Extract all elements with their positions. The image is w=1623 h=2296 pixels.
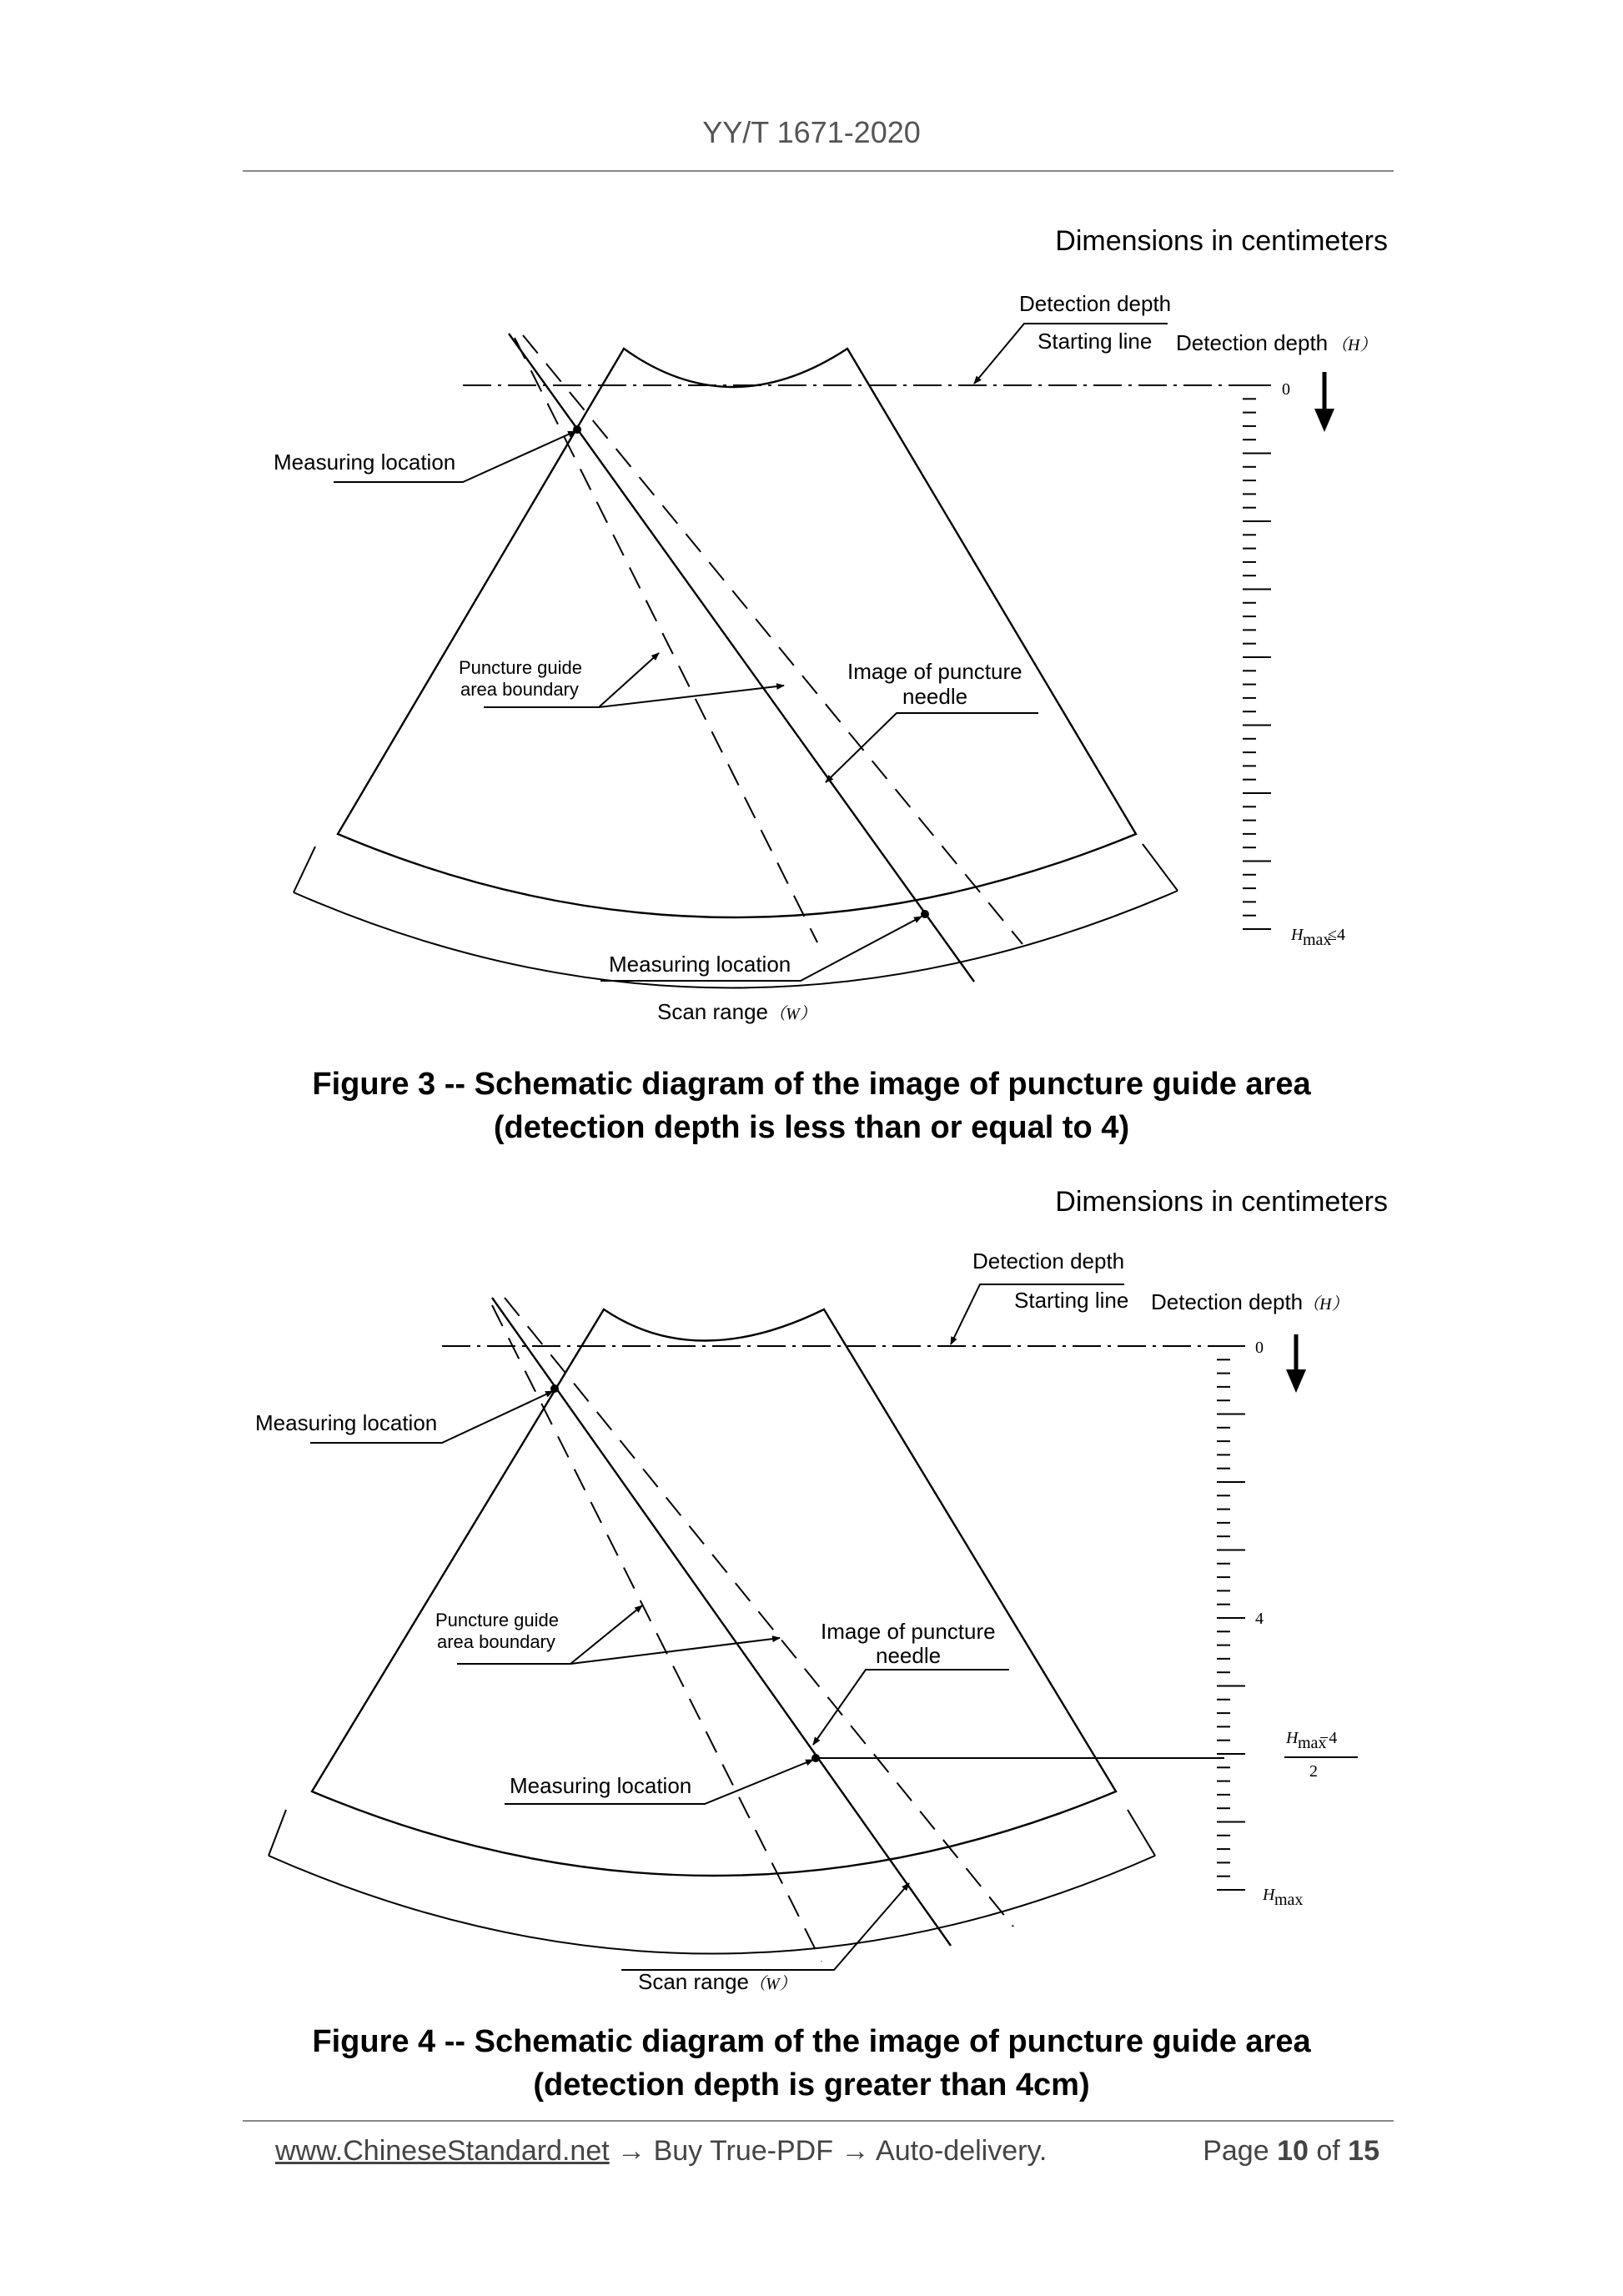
- fig4-label-detection-depth: Detection depth: [972, 1248, 1125, 1274]
- footer-arrow-icon: →: [841, 2135, 870, 2167]
- figure4-diagram: [0, 1218, 1623, 2052]
- fig4-label-puncture-guide-1: Puncture guide: [435, 1610, 559, 1630]
- document-header-title: YY/T 1671-2020: [702, 115, 921, 149]
- fig4-label-image-needle-2: needle: [876, 1643, 942, 1668]
- footer-delivery: Auto-delivery.: [876, 2135, 1048, 2167]
- figure4-caption-line1: Figure 4 -- Schematic diagram of the image of puncture guide area: [312, 2024, 1311, 2059]
- figure3-caption: [0, 1063, 1623, 1149]
- fig4-label-scan-range: Scan range: [638, 1969, 749, 1994]
- figure3-dimensions-note: Dimensions in centimeters: [1055, 225, 1388, 257]
- page-word: Page: [1203, 2135, 1269, 2167]
- fig4-label-image-needle-1: Image of puncture: [821, 1619, 996, 1644]
- figure4-caption-line2: (detection depth is greater than 4cm): [533, 2067, 1090, 2103]
- figure4-caption: [0, 2020, 1623, 2107]
- figure3-caption-line1: Figure 3 -- Schematic diagram of the image of puncture guide area: [312, 1067, 1311, 1102]
- fig4-frac-num-sub: max: [1298, 1734, 1327, 1752]
- figure3-diagram: [0, 0, 1623, 1051]
- fig4-scale-zero: 0: [1255, 1339, 1264, 1357]
- fig3-label-detection-depth-h: Detection depth: [1176, 330, 1329, 355]
- fig4-label-measuring-location-bottom: Measuring location: [510, 1773, 692, 1798]
- fig3-label-measuring-location-bottom: Measuring location: [609, 952, 791, 977]
- fig4-label-measuring-location-top: Measuring location: [255, 1410, 438, 1435]
- fig3-scale-hmax-cond: ≤4: [1328, 926, 1345, 944]
- footer-buy: Buy True-PDF: [653, 2135, 833, 2167]
- footer-site-link[interactable]: www.ChineseStandard.net: [275, 2135, 610, 2167]
- fig3-guide-boundary-left: [515, 338, 817, 942]
- fig3-depth-arrow-icon: [1314, 372, 1334, 432]
- fig4-scale-hmax: H: [1263, 1886, 1275, 1904]
- fig3-label-h-symbol: （H）: [1331, 336, 1377, 354]
- page-indicator: [1203, 2135, 1379, 2168]
- fig3-sector-outline: [338, 349, 1136, 917]
- fig4-frac-num-h: H: [1286, 1729, 1299, 1747]
- fig3-scale-hmax: H: [1291, 926, 1304, 944]
- fig3-label-puncture-guide-1: Puncture guide: [459, 657, 582, 678]
- fig3-label-image-needle-1: Image of puncture: [847, 659, 1023, 684]
- fig3-scale-hmax-sub: max: [1303, 931, 1332, 949]
- fig3-guide-boundary-right: [523, 335, 1023, 944]
- fig4-scale-four: 4: [1255, 1610, 1264, 1628]
- page-of-word: of: [1316, 2135, 1340, 2167]
- fig3-label-starting-line: Starting line: [1038, 329, 1153, 354]
- footer-arrow-icon: →: [617, 2135, 646, 2167]
- fig4-guide-boundary-right: [505, 1298, 1013, 1927]
- fig4-scale-hmax-sub: max: [1274, 1891, 1304, 1909]
- fig4-sector-outline: [312, 1309, 1116, 1876]
- page-total: 15: [1348, 2135, 1379, 2167]
- fig4-depth-arrow-icon: [1286, 1334, 1306, 1393]
- fig3-label-scan-range: Scan range: [657, 999, 768, 1024]
- fig3-label-image-needle-2: needle: [902, 684, 968, 709]
- fig4-frac-num-rest: −4: [1319, 1729, 1338, 1747]
- fig4-label-starting-line: Starting line: [1014, 1288, 1129, 1313]
- fig4-label-h-symbol: （H）: [1303, 1295, 1349, 1314]
- fig3-label-puncture-guide-2: area boundary: [460, 679, 579, 700]
- fig3-label-measuring-location-top: Measuring location: [274, 450, 456, 475]
- fig3-label-w-symbol: （W）: [769, 1005, 817, 1023]
- fig4-label-puncture-guide-2: area boundary: [437, 1631, 555, 1652]
- figure3-caption-line2: (detection depth is less than or equal to 4): [493, 1110, 1130, 1145]
- footer-rule: [243, 2120, 1394, 2122]
- figure4-dimensions-note: Dimensions in centimeters: [1055, 1186, 1388, 1218]
- fig3-label-detection-depth: Detection depth: [1019, 291, 1172, 316]
- fig4-label-detection-depth-h: Detection depth: [1151, 1289, 1304, 1314]
- page-number: 10: [1277, 2135, 1309, 2167]
- fig4-scan-arc: [269, 1856, 1155, 1954]
- footer-text: [275, 2135, 1047, 2168]
- fig4-label-w-symbol: （W）: [749, 1975, 796, 1993]
- fig3-scale-zero: 0: [1282, 380, 1290, 399]
- fig4-frac-den: 2: [1309, 1762, 1318, 1781]
